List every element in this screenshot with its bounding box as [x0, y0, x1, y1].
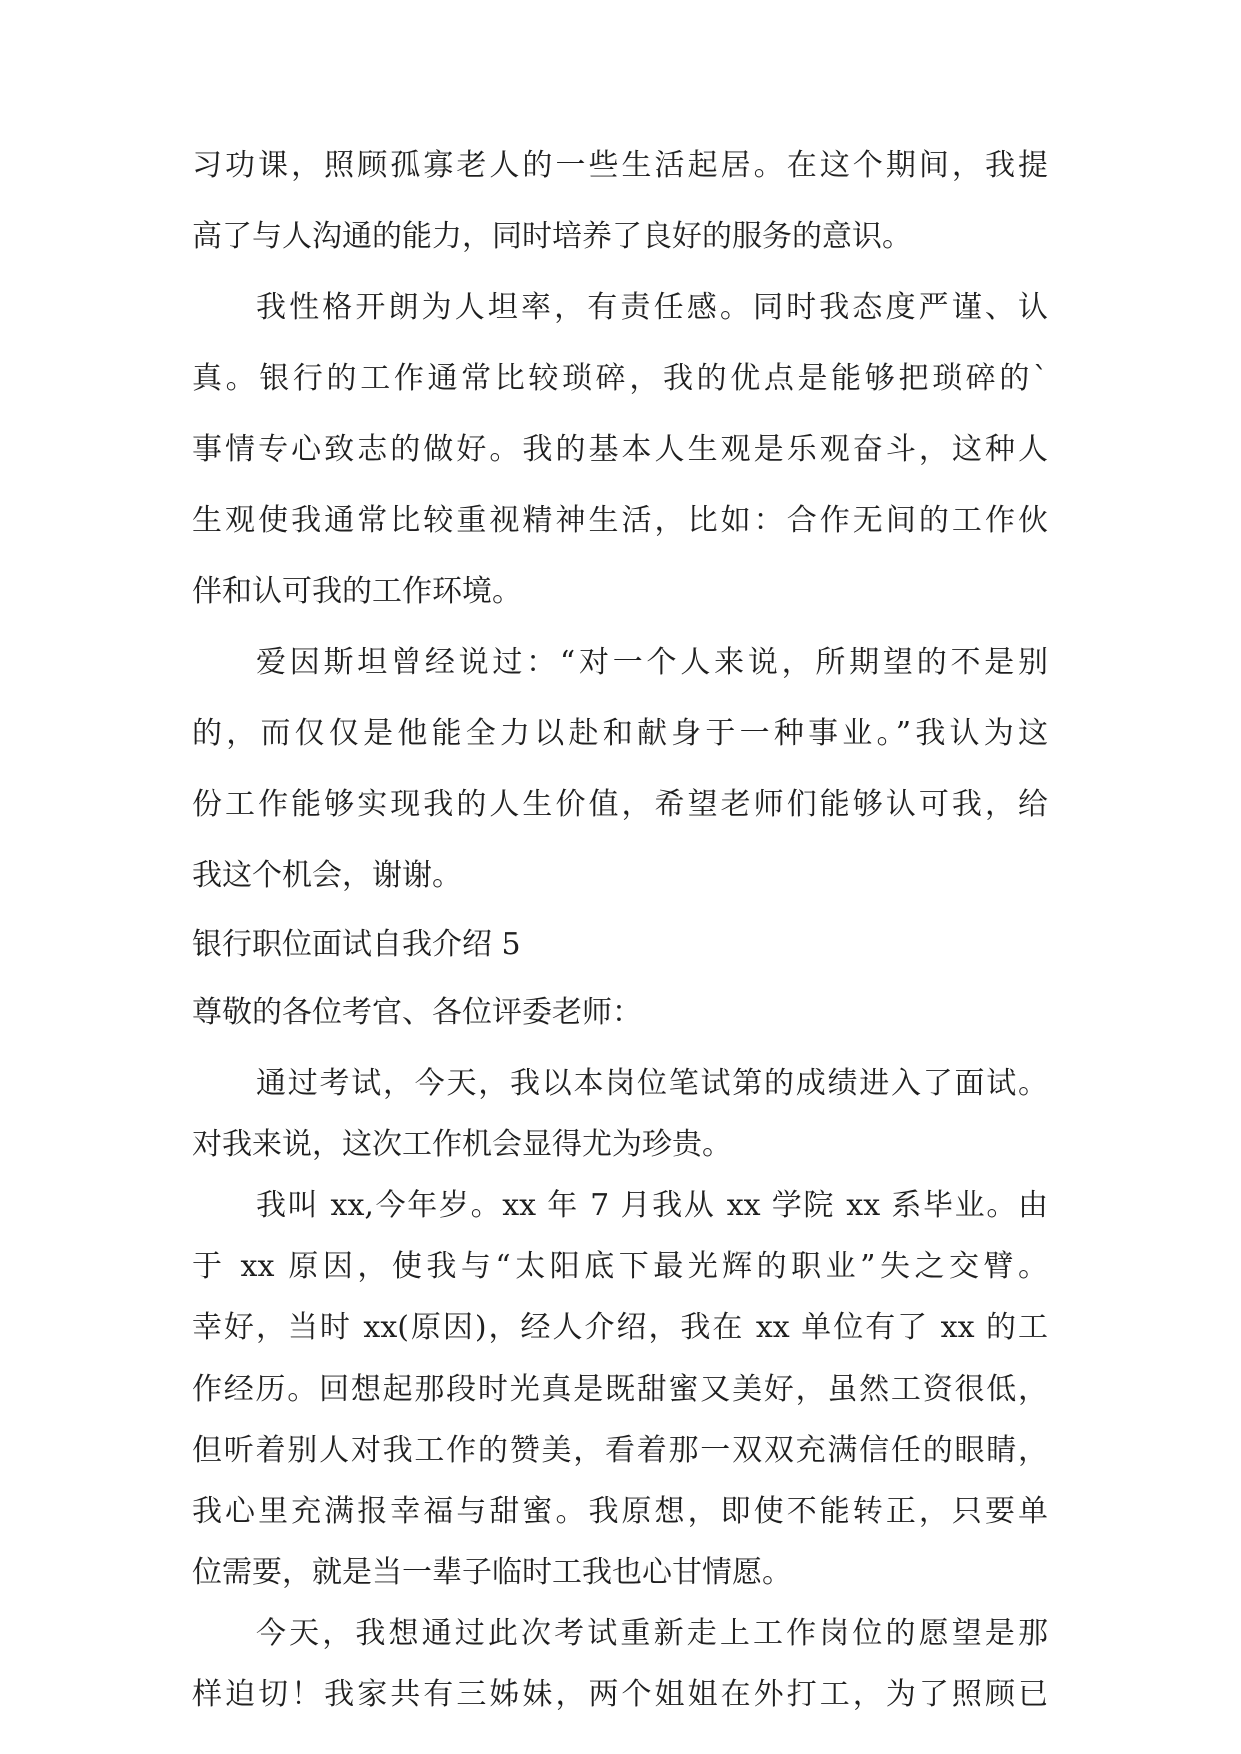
text-line-9: 的，而仅仅是他能全力以赴和献身于一种事业。”我认为这	[192, 716, 1048, 751]
text-line-18: 但听着别人对我工作的赞美，看着那一双双充满信任的眼睛，	[192, 1433, 1048, 1468]
text-line-22: 样迫切！我家共有三姊妹，两个姐姐在外打工，为了照顾已	[192, 1677, 1048, 1712]
text-line-8: 爱因斯坦曾经说过：“对一个人来说，所期望的不是别	[256, 645, 1048, 680]
text-line-4: 真。银行的工作通常比较琐碎，我的优点是能够把琐碎的`	[192, 361, 1048, 396]
text-line-1: 习功课，照顾孤寡老人的一些生活起居。在这个期间，我提	[192, 148, 1048, 183]
salutation-line: 尊敬的各位考官、各位评委老师：	[192, 995, 642, 1030]
text-line-3: 我性格开朗为人坦率，有责任感。同时我态度严谨、认	[256, 290, 1048, 325]
text-line-17: 作经历。回想起那段时光真是既甜蜜又美好，虽然工资很低，	[192, 1372, 1048, 1407]
text-line-5: 事情专心致志的做好。我的基本人生观是乐观奋斗，这种人	[192, 432, 1048, 467]
text-line-15: 于 xx 原因，使我与“太阳底下最光辉的职业”失之交臂。	[192, 1249, 1048, 1284]
text-line-14: 我叫 xx,今年岁。xx 年 7 月我从 xx 学院 xx 系毕业。由	[256, 1188, 1048, 1223]
text-line-2: 高了与人沟通的能力，同时培养了良好的服务的意识。	[192, 219, 912, 254]
text-line-7: 伴和认可我的工作环境。	[192, 574, 522, 609]
text-line-13: 对我来说，这次工作机会显得尤为珍贵。	[192, 1127, 732, 1162]
text-line-10: 份工作能够实现我的人生价值，希望老师们能够认可我，给	[192, 787, 1048, 822]
text-line-16: 幸好，当时 xx(原因)，经人介绍，我在 xx 单位有了 xx 的工	[192, 1310, 1048, 1345]
text-line-12: 通过考试，今天，我以本岗位笔试第的成绩进入了面试。	[256, 1066, 1048, 1101]
section-heading: 银行职位面试自我介绍 5	[192, 927, 521, 962]
text-line-6: 生观使我通常比较重视精神生活，比如：合作无间的工作伙	[192, 503, 1048, 538]
text-line-20: 位需要，就是当一辈子临时工我也心甘情愿。	[192, 1555, 792, 1590]
text-line-19: 我心里充满报幸福与甜蜜。我原想，即使不能转正，只要单	[192, 1494, 1048, 1529]
text-line-21: 今天，我想通过此次考试重新走上工作岗位的愿望是那	[256, 1616, 1048, 1651]
text-line-11: 我这个机会，谢谢。	[192, 858, 462, 893]
